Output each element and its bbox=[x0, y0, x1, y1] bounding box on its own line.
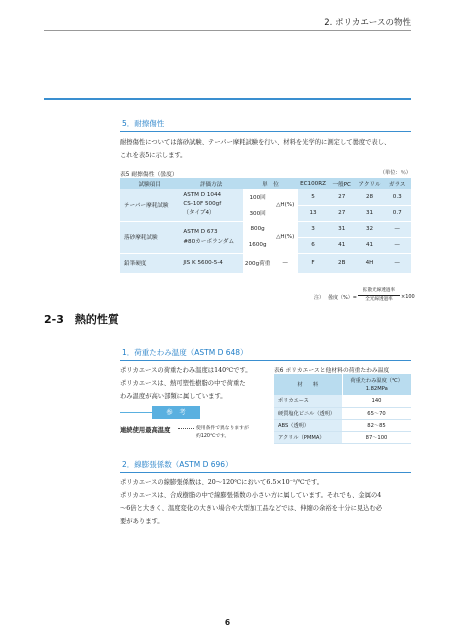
table5-value: — bbox=[383, 237, 411, 253]
text-line: 耐擦傷性については落砂試験、テーパー摩耗試験を行い、材料を光学的に測定して曇度で表し、 bbox=[120, 139, 391, 146]
method-line: （タイプ4） bbox=[183, 210, 215, 217]
text-line: ポリカエースは、合成樹脂の中で線膨張係数の小さい方に属しています。それでも、金属の4 bbox=[120, 492, 382, 499]
reference-badge: 参 考 bbox=[152, 406, 200, 419]
section-heading-expansion: 2．線膨張係数（ASTM D 696） bbox=[120, 459, 411, 473]
table5-caption: 表5 耐擦傷性（曇度） bbox=[120, 172, 178, 178]
note-line: 約120℃です。 bbox=[196, 434, 230, 439]
table-row bbox=[120, 221, 411, 237]
text-line: ポリカエースの線膨張係数は、20〜120℃において6.5×10⁻⁵/℃です。 bbox=[120, 479, 324, 486]
table5 bbox=[120, 178, 411, 274]
table5-unit-cell: △H(%) bbox=[272, 221, 298, 253]
table5-value: 27 bbox=[328, 205, 356, 221]
table5-header-cell: 一般PC bbox=[328, 178, 356, 189]
table6-caption: 表6 ポリカエースと他材料の荷重たわみ温度 bbox=[274, 368, 390, 374]
table6-material: 硬質塩化ビニル（透明） bbox=[274, 407, 342, 419]
table5-value: 2B bbox=[328, 253, 356, 273]
table5-value: 28 bbox=[356, 189, 384, 205]
table5-method bbox=[179, 189, 243, 221]
table-row bbox=[274, 395, 411, 407]
method-line: #80カーボランダム bbox=[183, 239, 235, 245]
section-heading-deflection: 1．荷重たわみ温度（ASTM D 648） bbox=[120, 347, 411, 361]
table5-value: 41 bbox=[328, 237, 356, 253]
table6-header-cell bbox=[342, 374, 411, 395]
table6-header-row bbox=[274, 374, 411, 395]
chapter-heading: 2-3 熱的性質 bbox=[44, 313, 119, 326]
table5-header-cell: 試験項目 bbox=[120, 178, 179, 189]
table5-value: 13 bbox=[298, 205, 328, 221]
table-row bbox=[274, 419, 411, 431]
method-line: CS-10F 500gf bbox=[183, 201, 222, 208]
table6 bbox=[274, 374, 411, 444]
max-temp-note bbox=[196, 425, 249, 441]
table5-method: JIS K 5600-5-4 bbox=[179, 253, 243, 273]
table5-value: 41 bbox=[356, 237, 384, 253]
table5-header-cell: 単 位 bbox=[243, 178, 298, 189]
table6-value: 82〜85 bbox=[342, 419, 411, 431]
table5-condition: 1600g bbox=[243, 237, 272, 253]
table5-unit-cell: △H(%) bbox=[272, 189, 298, 221]
table6-value: 65〜70 bbox=[342, 407, 411, 419]
table5-note-lhs: 曇度（%）= bbox=[328, 295, 357, 301]
section-divider-bar bbox=[44, 98, 411, 100]
table5-header-cell: 評価方法 bbox=[179, 178, 243, 189]
table5-header-row bbox=[120, 178, 411, 189]
table5-value: — bbox=[383, 253, 411, 273]
table5-note-denominator: 全光線透過率 bbox=[365, 297, 393, 302]
table6-material: アクリル（PMMA） bbox=[274, 431, 342, 443]
table5-value: 31 bbox=[356, 205, 384, 221]
table5-condition: 200g荷重 bbox=[243, 253, 272, 273]
table6-value: 140 bbox=[342, 395, 411, 407]
section-text-deflection bbox=[120, 364, 252, 403]
section-heading-abrasion: 5．耐擦傷性 bbox=[120, 118, 411, 132]
page-header-title: 2. ポリカエースの物性 bbox=[324, 18, 411, 28]
header-line: 荷重たわみ温度（℃） bbox=[350, 377, 403, 384]
table5-value: 27 bbox=[328, 189, 356, 205]
table6-material: ポリカエース bbox=[274, 395, 342, 407]
table6-header-cell: 材 料 bbox=[274, 374, 342, 395]
header-rule bbox=[44, 30, 411, 31]
table-row bbox=[120, 253, 411, 273]
note-line: 使用条件で異なりますが bbox=[196, 426, 249, 431]
text-line: ポリカエースの荷重たわみ温度は140℃です。 bbox=[120, 367, 252, 374]
table5-value: 31 bbox=[328, 221, 356, 237]
table5-value: 3 bbox=[298, 221, 328, 237]
table5-header-cell: ガラス bbox=[383, 178, 411, 189]
table5-unit: （単位：％） bbox=[379, 170, 411, 176]
table5-header-cell: EC100RZ bbox=[298, 178, 328, 189]
text-line: これを表5に示します。 bbox=[120, 152, 187, 159]
table5-header-cell: アクリル bbox=[356, 178, 384, 189]
table5-value: 0.3 bbox=[383, 189, 411, 205]
text-line: 〜6倍と大きく、温度変化の大きい場合や大型加工品などでは、伸縮の余裕を十分に見込む必 bbox=[120, 505, 383, 512]
text-line: わみ温度が高い部類に属しています。 bbox=[120, 393, 227, 400]
table6-value: 87〜100 bbox=[342, 431, 411, 443]
table5-condition: 300回 bbox=[243, 205, 272, 221]
table5-value: 6 bbox=[298, 237, 328, 253]
section-text-expansion bbox=[120, 476, 382, 528]
table5-note-numerator: 拡散光線透過率 bbox=[362, 288, 396, 293]
table5-value: 4H bbox=[356, 253, 384, 273]
table5-value: F bbox=[298, 253, 328, 273]
table5-method bbox=[179, 221, 243, 253]
table-row bbox=[120, 189, 411, 205]
text-line: 要があります。 bbox=[120, 518, 164, 525]
table-row bbox=[274, 431, 411, 443]
table6-material: ABS（透明） bbox=[274, 419, 342, 431]
table5-unit-cell: — bbox=[272, 253, 298, 273]
table5-item: 落砂摩耗試験 bbox=[120, 221, 179, 253]
table5-note-label: 注） bbox=[314, 295, 325, 301]
table-row bbox=[274, 407, 411, 419]
table5-item: テーパー摩耗試験 bbox=[120, 189, 179, 221]
table5-value: 0.7 bbox=[383, 205, 411, 221]
table5-item: 鉛筆硬度 bbox=[120, 253, 179, 273]
table5-condition: 800g bbox=[243, 221, 272, 237]
dotted-leader bbox=[178, 428, 194, 429]
method-line: ASTM D 1044 bbox=[183, 192, 222, 199]
table5-note-rhs: ×100 bbox=[401, 294, 415, 300]
table5-value: 32 bbox=[356, 221, 384, 237]
text-line: ポリカエースは、熱可塑性樹脂の中で荷重た bbox=[120, 380, 246, 387]
max-temp-label: 連続使用最高温度 bbox=[120, 427, 171, 434]
section-text-abrasion bbox=[120, 136, 390, 162]
header-line: 1.82MPa bbox=[365, 385, 388, 392]
page-number: 6 bbox=[224, 618, 231, 627]
table5-value: 5 bbox=[298, 189, 328, 205]
table5-condition: 100回 bbox=[243, 189, 272, 205]
table5-value: — bbox=[383, 221, 411, 237]
method-line: ASTM D 673 bbox=[183, 229, 218, 235]
